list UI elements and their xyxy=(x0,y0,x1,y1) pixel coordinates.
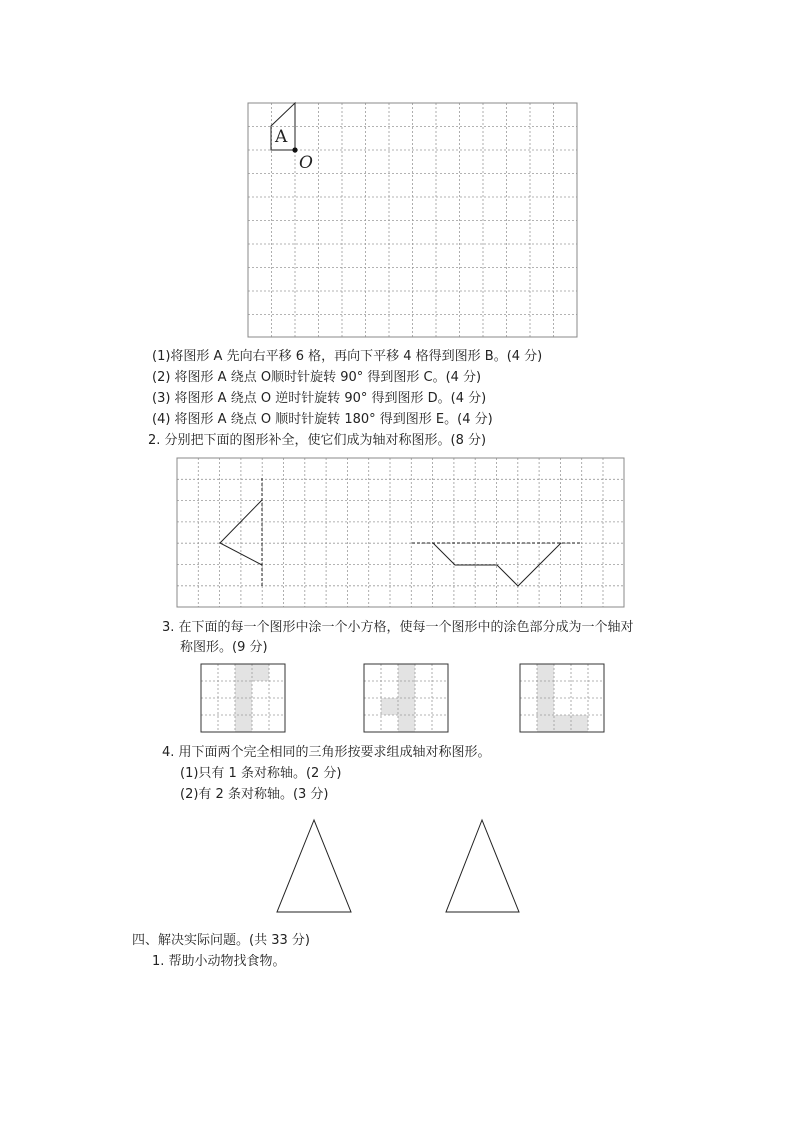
q3-title-line2: 称图形。(9 分) xyxy=(180,640,268,655)
q4-title: 4. 用下面两个完全相同的三角形按要求组成轴对称图形。 xyxy=(162,745,491,760)
q1-part-2: (2) 将图形 A 绕点 O顺时针旋转 90° 得到图形 C。(4 分) xyxy=(152,370,482,385)
q2-title: 2. 分别把下面的图形补全，使它们成为轴对称图形。(8 分) xyxy=(148,433,487,448)
triangle-right xyxy=(446,820,519,912)
section4-title: 四、解决实际问题。(共 33 分) xyxy=(132,933,310,948)
shape-a-label: A xyxy=(275,127,288,147)
section4-q1: 1. 帮助小动物找食物。 xyxy=(152,954,286,969)
q4-part-2: (2)有 2 条对称轴。(3 分) xyxy=(180,787,329,802)
point-o-label: O xyxy=(299,153,313,173)
triangle-left xyxy=(277,820,351,912)
q1-part-3: (3) 将图形 A 绕点 O 逆时针旋转 90° 得到图形 D。(4 分) xyxy=(152,391,487,406)
q1-part-4: (4) 将图形 A 绕点 O 顺时针旋转 180° 得到图形 E。(4 分) xyxy=(152,412,493,427)
q3-title-line1: 3. 在下面的每一个图形中涂一个小方格，使每一个图形中的涂色部分成为一个轴对 xyxy=(162,620,634,635)
q1-part-1: (1)将图形 A 先向右平移 6 格，再向下平移 4 格得到图形 B。(4 分) xyxy=(152,349,543,364)
q4-part-1: (1)只有 1 条对称轴。(2 分) xyxy=(180,766,342,781)
